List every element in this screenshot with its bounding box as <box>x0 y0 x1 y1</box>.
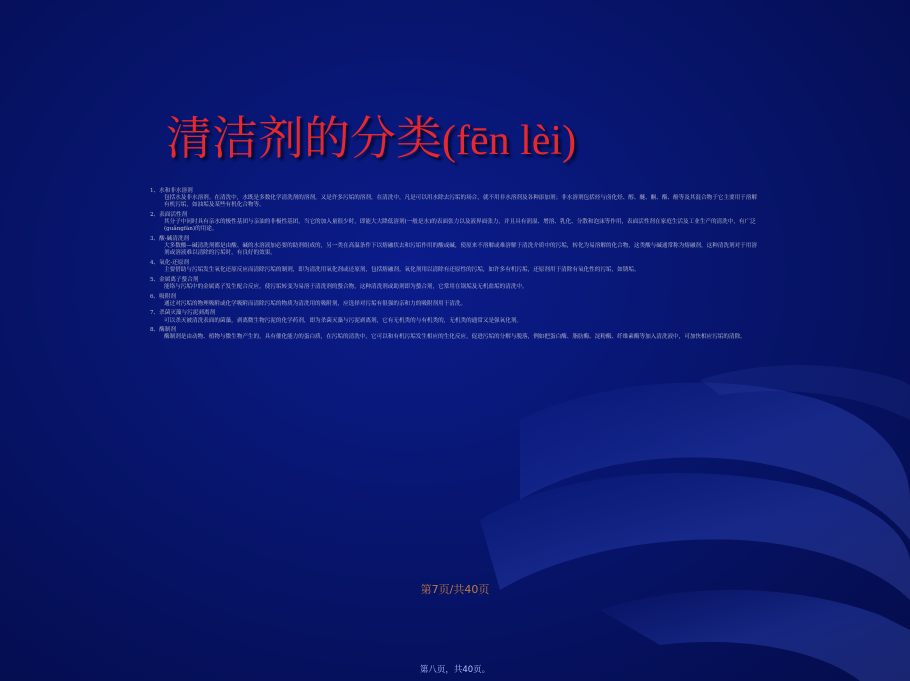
page-indicator: 第7页/共40页 <box>420 583 490 596</box>
item-heading: 7、杀菌灭藻与污泥剥离剂 <box>150 310 216 317</box>
item-heading: 4、氧化-还原剂 <box>150 260 190 266</box>
slide-footer: 第八页，共40页。 <box>419 665 491 675</box>
classification-item <box>150 236 762 258</box>
item-description: 可以杀灭被清洗表面的菌藻，剥离微生物污泥的化学药剂，即为杀菌灭藻与污泥剥离剂，它有无机类的与有机类的，无机类的通常又是强氧化剂。 <box>164 317 523 324</box>
item-heading: 6、吸附剂 <box>150 293 176 300</box>
classification-item <box>150 310 762 324</box>
item-description: 大多数酸—碱清洗剂都是由酸、碱的水溶液加必要的助剂组成的，另一类在高温条件下以熔融状去和污垢作用的酸或碱，使原来不溶解或难溶解于清洗介质中的污垢，转化为易溶解的化合物，这类酸与碱通常称为熔融剂，这种清洗剂对于用溶剂或溶液难以清除的污垢时，有良好的效果。 <box>164 243 757 257</box>
classification-item <box>150 260 762 274</box>
item-heading: 1、水和非水溶剂 <box>150 188 193 194</box>
classification-item <box>150 327 762 341</box>
item-heading: 8、酶制剂 <box>150 327 176 334</box>
item-heading: 5、金属离子螯合剂 <box>150 276 199 283</box>
item-heading: 3、酸-碱清洗剂 <box>150 236 190 242</box>
title-chinese: 清洁剂的分类 <box>166 111 442 165</box>
title-pinyin: (fēn lèi) <box>442 118 577 164</box>
item-description: 主要借助与污垢发生氧化还原反应而清除污垢的制剂，即为清洗用氧化剂或还原剂，包括熔融剂。氧化剂用以清除有还原性的污垢，如许多有机污垢，还原剂用于清除有氧化性的污垢，如锈垢。 <box>164 267 640 274</box>
item-description: 包括水及非水溶剂。在清洗中，水既是多数化学清洗剂的溶剂，又是许多污垢的溶剂，在清洗中，凡是可以用水除去污垢的场合，就不用非水溶剂及各种添加剂；非水溶剂包括烃与卤化烃、醇、醚、酮、酯、酚等及其混合物于它主要用于溶解有机污垢，如油垢及某些有机化合物等。 <box>164 195 757 209</box>
classification-item <box>150 188 762 210</box>
item-description: 通过对污垢的物理吸附或化学吸附而清除污垢的物质为清洗用的吸附剂，应选择对污垢有很强的亲和力的吸附剂用于清洗。 <box>164 300 467 307</box>
slide-title <box>166 102 576 168</box>
classification-item <box>150 277 762 291</box>
classification-list <box>150 188 762 344</box>
item-heading: 2、表面活性剂 <box>150 212 188 218</box>
classification-item <box>150 212 762 234</box>
item-description: 能络与污垢中的金属离子发生配合反应，使污垢转变为易溶于清洗剂的螯合物，这种清洗剂或助剂即为螯合剂，它常用在锅垢及无机盐垢的清洗中。 <box>164 284 528 290</box>
item-description: 酶制剂是由动物、植物与微生物产生的，具有催化能力的蛋白质，在污垢的清洗中，它可以和有机污垢发生相应的生化反应，促进污垢的分解与脱落，例如把蛋白酶、脂肪酶、淀粉酶、纤维素酶等加入清洗液中，可加快相应污垢的清除。 <box>164 334 746 341</box>
item-description: 其分子中同时具有亲水的极性基团与亲油的非极性基团，当它的加入量很少时，即能大大降低溶剂(一般是水)的表面张力以及液界面张力，并且具有润湿、增溶、乳化、分散和泡沫等作用，表面活性剂在家庭生活及工业生产的清洗中，有广泛(guǎngfàn)的用途。 <box>164 219 756 233</box>
classification-item <box>150 294 762 308</box>
